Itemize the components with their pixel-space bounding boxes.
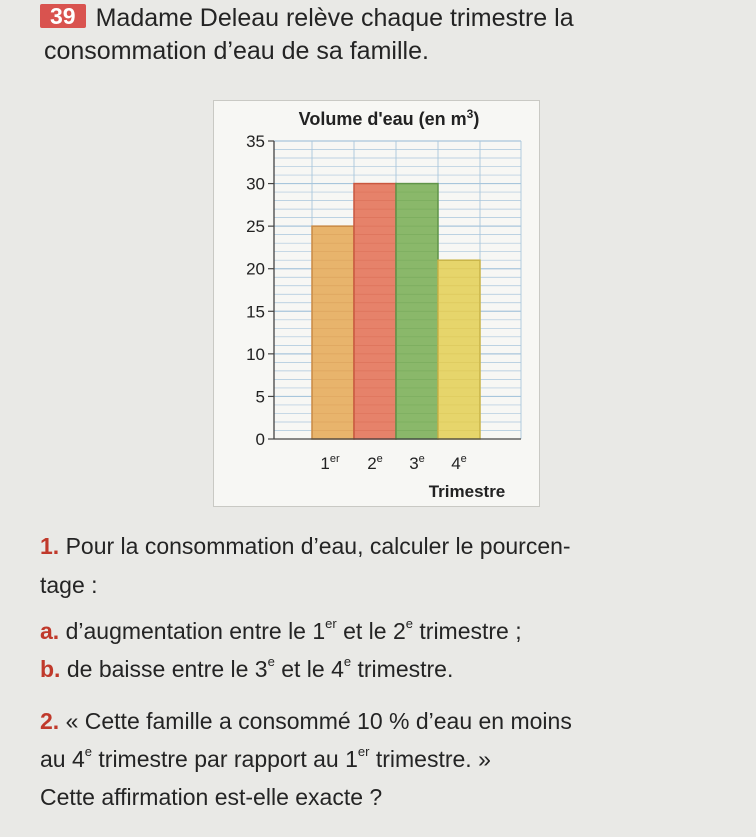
y-tick-label: 25 bbox=[246, 217, 265, 237]
question-1b-letter: b. bbox=[40, 656, 61, 682]
question-2-line-2 bbox=[40, 744, 491, 774]
water-consumption-chart bbox=[213, 100, 540, 507]
question-1a-letter: a. bbox=[40, 618, 60, 644]
question-1a-sup-2: e bbox=[405, 616, 413, 632]
question-1b-sup-1: e bbox=[267, 654, 275, 670]
question-1a-text-2: et le 2 bbox=[336, 618, 406, 644]
question-2-sup-1: e bbox=[84, 744, 92, 760]
question-1-line-2: tage : bbox=[40, 572, 98, 598]
y-tick-label: 10 bbox=[246, 344, 265, 364]
question-2-text-c: trimestre. » bbox=[369, 746, 491, 772]
intro-line-2: consommation d’eau de sa famille. bbox=[44, 37, 429, 65]
y-tick-label: 35 bbox=[246, 132, 265, 151]
question-1b-text: de baisse entre le 3 bbox=[66, 656, 268, 682]
question-1b-sup-2: e bbox=[343, 654, 352, 670]
x-tick-label: 3e bbox=[409, 453, 425, 473]
y-tick-label: 20 bbox=[246, 259, 265, 279]
question-1-line-1: Pour la consommation d’eau, calculer le pourcen- bbox=[65, 533, 571, 559]
question-2-line-1: « Cette famille a consommé 10 % d’eau en moins bbox=[65, 708, 572, 734]
question-1b-text-3: trimestre. bbox=[351, 656, 454, 682]
question-2-line-3: Cette affirmation est-elle exacte ? bbox=[40, 784, 383, 810]
question-1a-text-3: trimestre ; bbox=[413, 618, 522, 644]
chart-bars bbox=[312, 184, 480, 439]
intro-line-1: Madame Deleau relève chaque trimestre la bbox=[95, 4, 574, 32]
question-2-sup-2: er bbox=[357, 744, 370, 760]
question-1a-text: d’augmentation entre le 1 bbox=[65, 618, 326, 644]
x-tick-label: 1er bbox=[320, 453, 340, 473]
y-tick-label: 15 bbox=[246, 302, 265, 322]
question-2-text-a: au 4 bbox=[40, 746, 85, 772]
question-2-text-b: trimestre par rapport au 1 bbox=[92, 746, 358, 772]
x-axis-label: Trimestre bbox=[428, 482, 506, 501]
question-1a-sup-1: er bbox=[325, 616, 337, 632]
y-tick-label: 0 bbox=[255, 430, 265, 449]
question-1a bbox=[40, 616, 522, 646]
bar-trimester-1 bbox=[312, 226, 354, 439]
x-tick-label: 2e bbox=[367, 453, 383, 473]
question-2 bbox=[40, 706, 572, 736]
y-tick-label: 30 bbox=[246, 174, 265, 194]
question-1b bbox=[40, 654, 453, 684]
exercise-header bbox=[40, 2, 740, 68]
exercise-number-badge: 39 bbox=[40, 4, 86, 28]
question-1 bbox=[40, 531, 571, 561]
question-1b-text-2: et le 4 bbox=[274, 656, 344, 682]
x-tick-label: 4e bbox=[451, 453, 467, 473]
chart-title: Volume d'eau (en $m^3$) bbox=[298, 107, 480, 129]
question-1-number: 1. bbox=[40, 533, 60, 559]
question-2-number: 2. bbox=[40, 708, 60, 734]
bar-trimester-4 bbox=[438, 260, 480, 439]
y-tick-label: 5 bbox=[255, 387, 265, 407]
chart-svg bbox=[214, 101, 539, 506]
